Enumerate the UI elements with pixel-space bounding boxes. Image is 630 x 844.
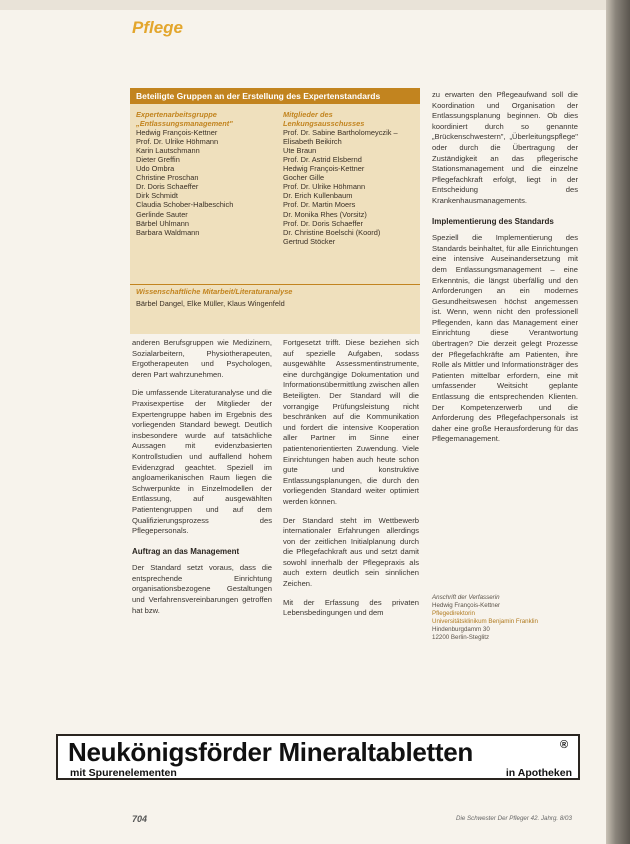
expert-name: Karin Lautschmann	[136, 146, 200, 156]
committee-name: Prof. Dr. Martin Moers	[283, 200, 356, 210]
paragraph: anderen Berufsgruppen wie Medizinern, Sozialarbeitern, Physiotherapeuten, Ergotherapeuten und Psychologen, deren Part wahrzunehmen.	[132, 338, 272, 379]
page-number: 704	[132, 814, 148, 824]
author-org: Universitätsklinikum Benjamin Franklin	[432, 618, 538, 625]
article-column-3	[432, 90, 578, 453]
committee-name: Gocher Gille	[283, 173, 325, 183]
expert-name: Prof. Dr. Ulrike Höhmann	[136, 137, 219, 147]
expert-name: Dirk Schmidt	[136, 191, 178, 201]
paragraph: Der Standard steht im Wettbewerb internationaler Erfahrungen allerdings von der zeitlichen Initialplanung durch die Pflegefachkraft aus und setzt damit sowohl innerhalb der Pflegepraxis als auch extern deutlich sein sinnlichen Zeichen.	[283, 515, 419, 589]
author-address	[432, 594, 580, 642]
research-heading: Wissenschaftliche Mitarbeit/Literaturanalyse	[136, 287, 293, 296]
committee-name: Ute Braun	[283, 146, 317, 156]
expert-group-heading-1: Expertenarbeitsgruppe	[136, 110, 217, 119]
subheading-implementation: Implementierung des Standards	[432, 216, 554, 226]
committee-name: Prof. Dr. Astrid Elsbernd	[283, 155, 362, 165]
committee-name: Dr. Monika Rhes (Vorsitz)	[283, 209, 367, 219]
page-binding-shadow	[606, 0, 630, 844]
research-names: Bärbel Dangel, Elke Müller, Klaus Wingenfeld	[136, 299, 285, 308]
committee-name: Dr. Erich Kullenbaum	[283, 191, 353, 201]
expert-name: Udo Ombra	[136, 164, 175, 174]
ad-subtitle-left: mit Spurenelementen	[70, 767, 177, 779]
expert-name: Gerlinde Sauter	[136, 209, 188, 219]
journal-footer: Die Schwester Der Pfleger 42. Jahrg. 8/03	[456, 815, 572, 822]
paragraph: Die umfassende Literaturanalyse und die Praxisexpertise der Mitglieder der Expertengruppe haben im Ergebnis des vorliegenden Standard bewegt. Deutlich insbesondere wurde auf tatsächliche Aussagen mit evidenzbasierten Kontrollstudien und auffallend hohem Evidenzgrad geachtet. Speziell im angloamerikanischen Raum liegen die Schwerpunkte in Einzelmodellen der Entlassung, auf ausgewählten Patientengruppen und auf dem Qualifizierungsprozess des Pflegepersonals.	[132, 388, 272, 536]
committee-name: Prof. Dr. Ulrike Höhmann	[283, 182, 366, 192]
paragraph: zu erwarten den Pflegeaufwand soll die Koordination und Organisation der Entlassungsplanung beginnen. Ob dies koordiniert durch so genannte „Brückenschwestern", „Überleitungspflege" oder durch die Übertragung der Zuständigkeit an das pflegerische Stationsmanagement und die einzelne Pflegefachkraft erfolgt, liegt in der Entscheidung des Krankenhausmanagements.	[432, 90, 578, 205]
committee-name: Prof. Dr. Sabine Bartholomeyczik –	[283, 128, 398, 138]
registered-mark: ®	[560, 739, 569, 751]
paragraph: Speziell die Implementierung des Standards beinhaltet, für alle Einrichtungen eine intensive Auseinandersetzung mit dem Entlassungsmanagement – eine Erkenntnis, die längst überfällig und den Anforderungen an ein modernes Gesundheitswesen höchst angemessen ist. Wenn, wenn nicht den professionell Pflegenden, kann das Management einer Einrichtung diese Verantwortung übertragen? Die derzeit gelegt Prozesse der Pflegefachkräfte am Patienten, ihre Rolle als Mittler und Informationsträger des Patienten mittelbar erfordern, eine mit umfassender Weitsicht geplante Entlassung die entsprechenden Klienten. Der Kompetenzerwerb und die Anforderung des Pflegefachpersonals ist daher eine große Herausforderung für das Pflegemanagement.	[432, 233, 578, 444]
expert-name: Bärbel Uhlmann	[136, 218, 189, 228]
expert-group-column	[136, 110, 233, 237]
expert-name: Claudia Schober-Halbeschich	[136, 200, 234, 210]
divider	[130, 284, 420, 285]
expert-name: Dieter Greffin	[136, 155, 180, 165]
expert-name: Christine Proschan	[136, 173, 199, 183]
author-street: Hindenburgdamm 30	[432, 626, 490, 633]
article-column-1	[132, 338, 272, 624]
committee-name: Elisabeth Beikirch	[283, 137, 342, 147]
info-box-title: Beteiligte Gruppen an der Erstellung des Expertenstandards	[130, 88, 420, 104]
committee-name: Dr. Christine Boelschi (Koord)	[283, 227, 381, 237]
committee-name: Hedwig François-Kettner	[283, 164, 365, 174]
paragraph: Der Standard setzt voraus, dass die entsprechende Einrichtung organisationsbezogene Gestaltungen und Verfahrensvereinbarungen getroffen hat bzw.	[132, 563, 272, 615]
ad-title: Neukönigsförder Mineraltabletten	[68, 737, 474, 767]
paragraph: Fortgesetzt trifft. Diese beziehen sich auf spezielle Aufgaben, sodass ausgewählte Assessmentinstrumente, eine durchgängige Dokumentation und Informationsübermittlung zwischen allen Beteiligten. Der Standard will die vorrangige Prüfungsleistung nicht beschränken auf die Kommunikation und fordert die intensive Kooperation aller Partner im Sinne einer patientenorientierten Zuwendung. Viele Einrichtungen haben auch heute schon gute und konstruktive Entlassungsplanungen, die durch den vorliegenden Standard weiter optimiert werden können.	[283, 338, 419, 506]
expert-group-heading-2: „Entlassungsmanagement"	[136, 119, 233, 129]
committee-name: Prof. Dr. Doris Schaeffer	[283, 218, 363, 228]
author-name: Hedwig François-Kettner	[432, 602, 501, 609]
steering-committee-column	[283, 110, 398, 246]
committee-name: Gertrud Stöcker	[283, 236, 336, 246]
advertisement	[56, 734, 580, 780]
top-strip	[0, 0, 606, 10]
steering-heading-2: Lenkungsausschusses	[283, 119, 365, 129]
expert-name: Dr. Doris Schaeffer	[136, 182, 199, 192]
ad-subtitle-right: in Apotheken	[505, 767, 572, 779]
article-column-2	[283, 338, 419, 627]
steering-heading-1: Mitglieder des	[283, 110, 333, 119]
section-label: Pflege	[132, 18, 184, 37]
author-city: 12200 Berlin-Steglitz	[432, 634, 490, 641]
expert-name: Barbara Waldmann	[136, 227, 200, 237]
address-label: Anschrift der Verfasserin	[432, 594, 500, 601]
info-box	[130, 88, 420, 334]
subheading-management: Auftrag an das Management	[132, 546, 240, 556]
author-role: Pflegedirektorin	[432, 610, 475, 617]
paragraph: Mit der Erfassung des privaten Lebensbedingungen und dem	[283, 597, 419, 618]
expert-name: Hedwig François-Kettner	[136, 128, 218, 138]
